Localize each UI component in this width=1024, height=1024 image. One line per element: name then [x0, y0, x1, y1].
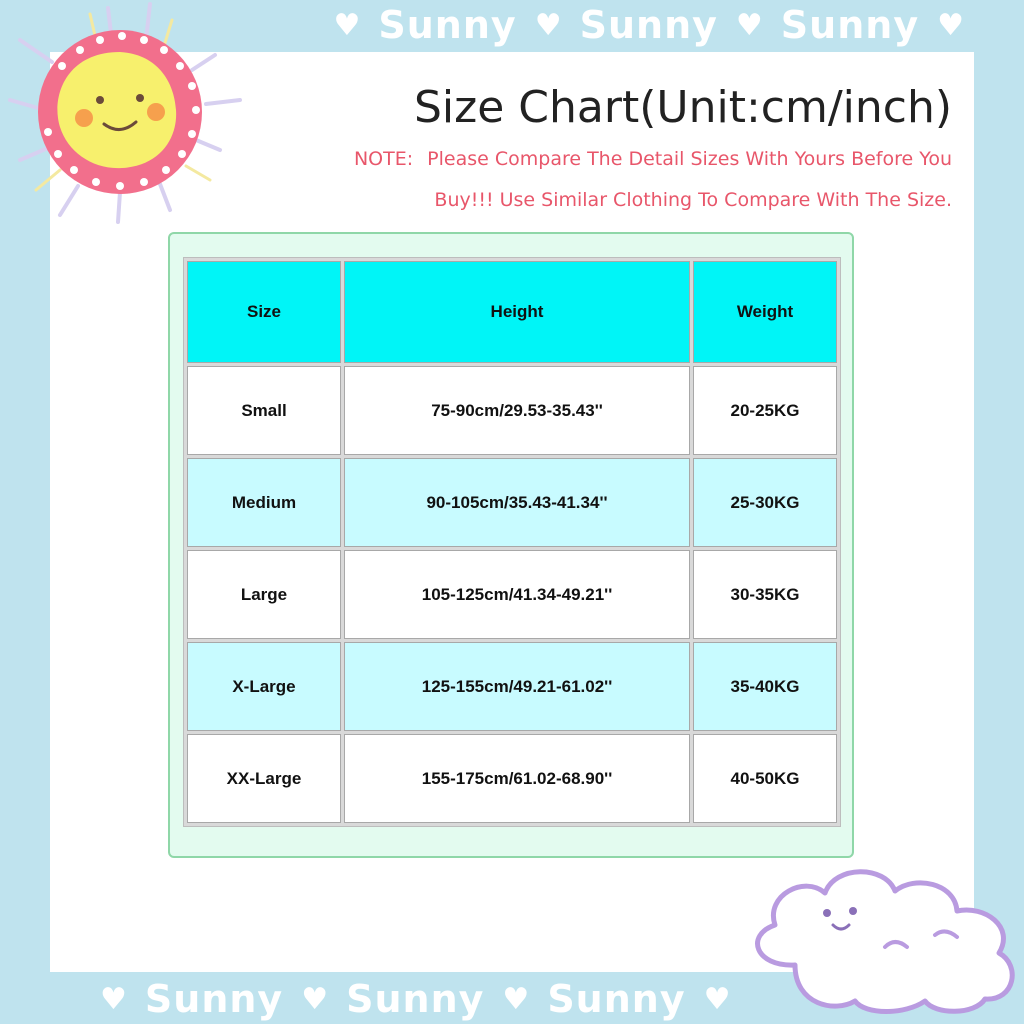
cell-height: 125-155cm/49.21-61.02'': [344, 642, 690, 731]
heart-icon: ♥: [534, 7, 562, 43]
banner-word: Sunny: [780, 3, 920, 47]
cell-weight: 25-30KG: [693, 458, 837, 547]
cell-weight: 30-35KG: [693, 550, 837, 639]
sun-illustration: [0, 0, 250, 230]
note-line-1: [300, 148, 952, 170]
cell-weight: 20-25KG: [693, 366, 837, 455]
page-title: Size Chart(Unit:cm/inch): [413, 82, 952, 133]
header-weight: Weight: [693, 261, 837, 363]
header-height: Height: [344, 261, 690, 363]
table-row: [187, 366, 837, 455]
heart-icon: ♥: [937, 7, 964, 43]
heart-icon: ♥: [333, 7, 361, 43]
heart-icon: ♥: [735, 7, 763, 43]
cell-size: X-Large: [187, 642, 341, 731]
cell-height: 75-90cm/29.53-35.43'': [344, 366, 690, 455]
heart-icon: ♥: [703, 981, 731, 1017]
note-text-1: Please Compare The Detail Sizes With Yours Before You: [427, 148, 952, 170]
note-lead: NOTE:: [353, 148, 414, 170]
cell-height: 155-175cm/61.02-68.90'': [344, 734, 690, 823]
heart-icon: ♥: [100, 981, 127, 1017]
cell-size: XX-Large: [187, 734, 341, 823]
banner-word: Sunny: [144, 977, 284, 1021]
banner-word: Sunny: [579, 3, 718, 47]
bottom-banner: [0, 974, 1024, 1024]
table-row: [187, 734, 837, 823]
cell-size: Medium: [187, 458, 341, 547]
heart-icon: ♥: [502, 981, 530, 1017]
note-line-2: Buy!!! Use Similar Clothing To Compare With The Size.: [434, 189, 952, 211]
table-row: [187, 642, 837, 731]
banner-word: Sunny: [346, 977, 485, 1021]
table-header-row: [187, 261, 837, 363]
table-row: [187, 458, 837, 547]
cell-weight: 35-40KG: [693, 642, 837, 731]
cell-weight: 40-50KG: [693, 734, 837, 823]
cell-size: Large: [187, 550, 341, 639]
size-chart-table: [183, 257, 841, 827]
cell-size: Small: [187, 366, 341, 455]
header-size: Size: [187, 261, 341, 363]
table-row: [187, 550, 837, 639]
heart-icon: ♥: [301, 981, 329, 1017]
banner-word: Sunny: [378, 3, 517, 47]
banner-word: Sunny: [547, 977, 686, 1021]
cell-height: 90-105cm/35.43-41.34'': [344, 458, 690, 547]
cell-height: 105-125cm/41.34-49.21'': [344, 550, 690, 639]
